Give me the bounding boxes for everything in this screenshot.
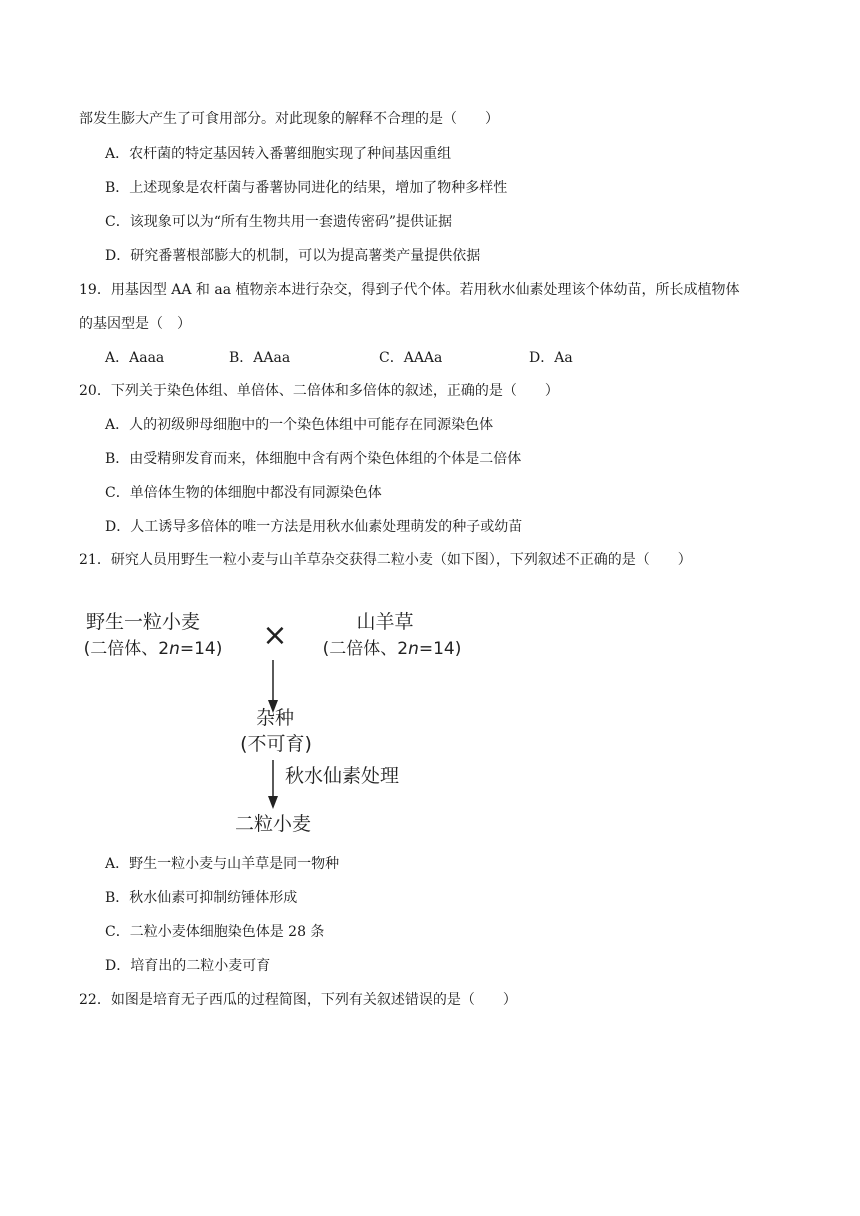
q21-stem: 21．研究人员用野生一粒小麦与山羊草杂交获得二粒小麦（如下图），下列叙述不正确的是（ ） (79, 552, 692, 568)
diagram-cross-symbol: × (262, 618, 288, 653)
q20-option-a: A．人的初级卵母细胞中的一个染色体组中可能存在同源染色体 (105, 417, 494, 433)
diagram-parent1: 野生一粒小麦 (85, 611, 201, 633)
q19-stem-line1: 19．用基因型 AA 和 aa 植物亲本进行杂交，得到子代个体。若用秋水仙素处理该个体幼苗，所长成植物体 (79, 282, 740, 298)
q20-option-c: C．单倍体生物的体细胞中都没有同源染色体 (105, 485, 382, 501)
q18-stem-continuation: 部发生膨大产生了可食用部分。对此现象的解释不合理的是（ ） (79, 111, 499, 127)
q21-option-c: C．二粒小麦体细胞染色体是 28 条 (105, 924, 325, 940)
diagram-parent2-note: (二倍体、2n=14) (322, 639, 462, 659)
diagram-product: 二粒小麦 (234, 813, 312, 835)
diagram-hybrid-note: (不可育) (240, 733, 312, 755)
wheat-breeding-diagram (78, 600, 498, 840)
q20-option-b: B．由受精卵发育而来，体细胞中含有两个染色体组的个体是二倍体 (105, 451, 522, 467)
q18-option-a: A．农杆菌的特定基因转入番薯细胞实现了种间基因重组 (105, 146, 452, 162)
diagram-treatment-label: 秋水仙素处理 (285, 765, 400, 787)
q20-option-d: D．人工诱导多倍体的唯一方法是用秋水仙素处理萌发的种子或幼苗 (105, 519, 523, 535)
q21-option-d: D．培育出的二粒小麦可育 (105, 958, 271, 974)
q22-stem: 22．如图是培育无子西瓜的过程简图，下列有关叙述错误的是（ ） (79, 992, 517, 1008)
q18-option-c: C．该现象可以为“所有生物共用一套遗传密码”提供证据 (105, 214, 453, 230)
q18-option-b: B．上述现象是农杆菌与番薯协同进化的结果，增加了物种多样性 (105, 180, 508, 196)
q18-option-d: D．研究番薯根部膨大的机制，可以为提高薯类产量提供依据 (105, 248, 481, 264)
diagram-hybrid: 杂种 (255, 707, 295, 729)
diagram-parent2: 山羊草 (356, 611, 414, 633)
q19-option-c: C．AAAa (379, 350, 443, 366)
q19-option-b: B．AAaa (229, 350, 291, 366)
q21-option-b: B．秋水仙素可抑制纺锤体形成 (105, 890, 298, 906)
q19-stem-line2: 的基因型是（ ） (79, 316, 191, 332)
q19-option-a: A．Aaaa (105, 350, 165, 366)
q21-option-a: A．野生一粒小麦与山羊草是同一物种 (105, 856, 340, 872)
q19-option-d: D．Aa (529, 350, 573, 366)
diagram-parent1-note: (二倍体、2n=14) (83, 639, 223, 659)
q20-stem: 20．下列关于染色体组、单倍体、二倍体和多倍体的叙述，正确的是（ ） (79, 383, 559, 399)
diagram-arrow-2-head (268, 796, 278, 809)
